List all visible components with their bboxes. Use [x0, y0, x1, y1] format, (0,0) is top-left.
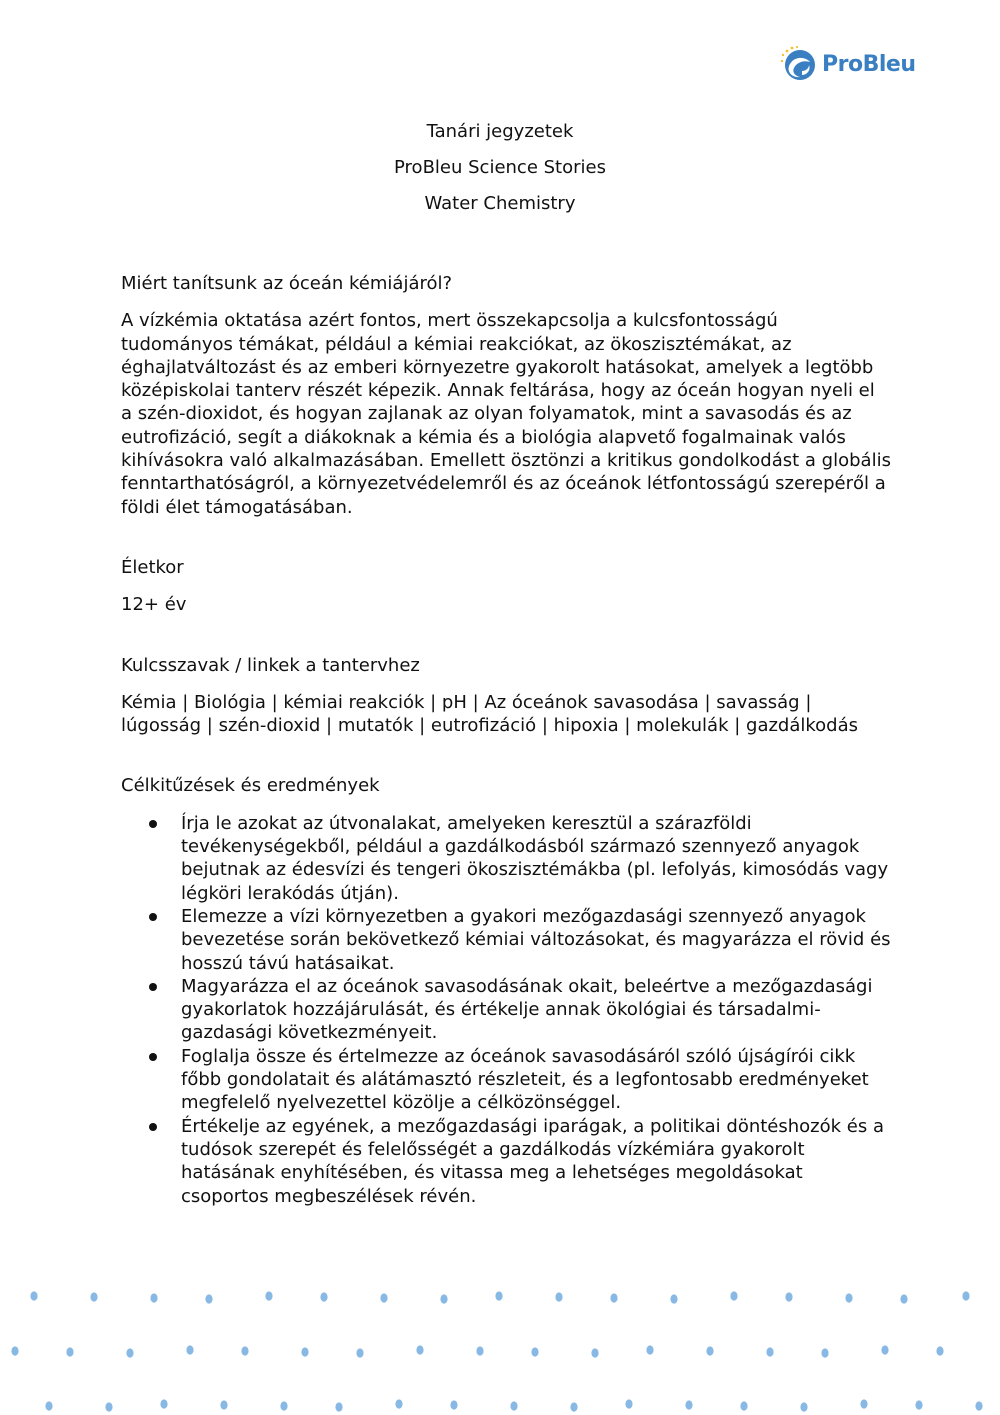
objective-item: Foglalja össze és értelmezze az óceánok savasodásáról szóló újságírói cikk főbb gondolatait és alátámasztó részleteit, és a legfontosabb eredményeket megfelelő nyelvezettel közölje a célközönséggel. [121, 1045, 891, 1115]
droplet-dot [395, 1399, 402, 1408]
droplet-dot [685, 1400, 692, 1409]
header-line-1: Tanári jegyzetek [426, 121, 574, 142]
droplet-dot [356, 1348, 363, 1357]
droplet-dot [510, 1401, 517, 1410]
droplet-dot [416, 1345, 423, 1354]
droplet-dot [860, 1399, 867, 1408]
droplet-dot [531, 1347, 538, 1356]
droplet-dot [11, 1346, 18, 1355]
objectives-list [121, 812, 891, 1208]
droplet-dot [915, 1400, 922, 1409]
droplet-dot [476, 1346, 483, 1355]
droplet-dot [555, 1292, 562, 1301]
keywords-list: Kémia | Biológia | kémiai reakciók | pH | Az óceánok savasodása | savasság | lúgosság | szén-dioxid | mutatók | eutrofizáció | hipoxia | molekulák | gazdálkodás [121, 691, 859, 737]
droplet-dot [280, 1401, 287, 1410]
probleu-logo [778, 44, 928, 84]
droplet-dot [800, 1402, 807, 1411]
droplet-dot [570, 1402, 577, 1411]
droplet-dot [45, 1401, 52, 1410]
logo-wordmark: ProBleu [822, 51, 916, 77]
header-line-3: Water Chemistry [424, 193, 576, 214]
droplet-dot [440, 1294, 447, 1303]
objective-item: Elemezze a vízi környezetben a gyakori mezőgazdasági szennyező anyagok bevezetése során bekövetkező kémiai változásokat, és magyarázza el rövid és hosszú távú hatásaikat. [121, 905, 891, 975]
age-value: 12+ év [121, 594, 187, 616]
droplet-dot [320, 1292, 327, 1301]
droplet-dot [881, 1345, 888, 1354]
droplet-dot [335, 1402, 342, 1411]
why-paragraph: A vízkémia oktatása azért fontos, mert összekapcsolja a kulcsfontosságú tudományos témákat, például a kémiai reakciókat, az ökoszisztémákat, az éghajlatváltozást és az emberi környezetre gyakorolt hatásokat, amelyek a legtöbb középiskolai tanterv részét képezik. Annak feltárása, hogy az óceán hogyan nyeli el a szén-dioxidot, és hogyan zajlanak az olyan folyamatok, mint a savasodás és az eutrofizáció, segít a diákoknak a kémia és a biológia alapvető fogalmainak valós kihívásokra való alkalmazásában. Emellett ösztönzi a kritikus gondolkodást a globális fenntarthatóságról, a környezetvédelemről és az óceánok létfontosságú szerepéről a földi élet támogatásában. [121, 310, 891, 518]
droplet-dot [66, 1347, 73, 1356]
droplet-dot [160, 1399, 167, 1408]
droplet-dot [220, 1400, 227, 1409]
droplet-dot [186, 1345, 193, 1354]
droplet-dot [495, 1291, 502, 1300]
document-body [121, 272, 891, 1208]
probleu-logo-icon [778, 44, 818, 84]
droplet-dot [126, 1348, 133, 1357]
objective-item: Magyarázza el az óceánok savasodásának okait, beleértve a mezőgazdasági gyakorlatok hozzájárulását, és értékelje annak ökológiai és társadalmi-gazdasági következményeit. [121, 975, 891, 1045]
droplet-dot [936, 1346, 943, 1355]
droplet-dot [845, 1293, 852, 1302]
droplet-dot [205, 1294, 212, 1303]
keywords-heading: Kulcsszavak / linkek a tantervhez [121, 654, 420, 676]
droplet-dot [241, 1346, 248, 1355]
droplet-dot [625, 1399, 632, 1408]
droplet-dot [670, 1294, 677, 1303]
droplet-dot [900, 1294, 907, 1303]
droplet-dot [301, 1347, 308, 1356]
objective-item: Írja le azokat az útvonalakat, amelyeken keresztül a szárazföldi tevékenységekből, például a gazdálkodásból származó szennyező anyagok bejutnak az édesvízi és tengeri ökoszisztémákba (pl. lefolyás, kimosódás vagy légköri lerakódás útján). [121, 812, 891, 905]
droplet-dot [610, 1293, 617, 1302]
droplet-dot [730, 1291, 737, 1300]
droplet-dot [975, 1401, 982, 1410]
droplet-dot [591, 1348, 598, 1357]
droplet-dot [646, 1345, 653, 1354]
droplet-dot [740, 1401, 747, 1410]
document-header [0, 120, 1000, 228]
droplet-dot [265, 1291, 272, 1300]
header-line-2: ProBleu Science Stories [394, 157, 606, 178]
droplet-dot [962, 1291, 969, 1300]
objectives-heading: Célkitűzések és eredmények [121, 775, 380, 797]
droplet-dot [785, 1292, 792, 1301]
droplet-dot [30, 1291, 37, 1300]
decorative-droplet-pattern [0, 1280, 1000, 1415]
objective-item: Értékelje az egyének, a mezőgazdasági iparágak, a politikai döntéshozók és a tudósok szerepét és felelősségét a gazdálkodás vízkémiára gyakorolt hatásának enyhítésében, és vitassa meg a lehetséges megoldásokat csoportos megbeszélések révén. [121, 1115, 891, 1208]
droplet-dot [105, 1402, 112, 1411]
droplet-dot [150, 1293, 157, 1302]
age-heading: Életkor [121, 556, 184, 578]
droplet-dot [766, 1347, 773, 1356]
why-heading: Miért tanítsunk az óceán kémiájáról? [121, 273, 453, 294]
droplet-dot [821, 1348, 828, 1357]
droplet-dot [90, 1292, 97, 1301]
droplet-dot [706, 1346, 713, 1355]
droplet-dot [450, 1400, 457, 1409]
droplet-dot [380, 1293, 387, 1302]
